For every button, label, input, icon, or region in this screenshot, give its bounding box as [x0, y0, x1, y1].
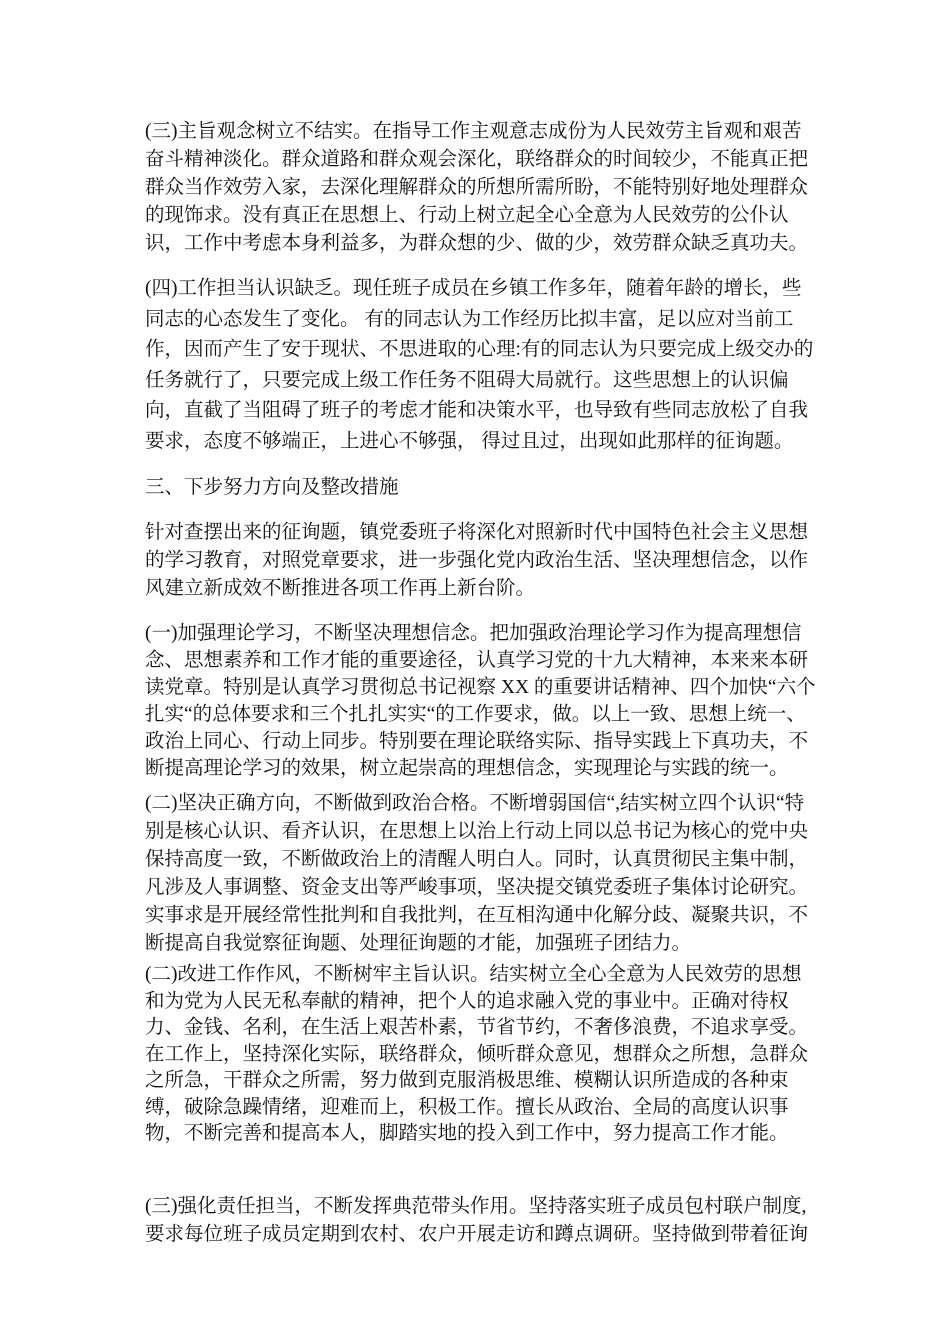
text-line: 物，不断完善和提高本人，脚踏实地的投入到工作中，努力提高工作才能。 [145, 1123, 789, 1144]
text-line: (二)坚决正确方向，不断做到政治合格。不断增弱国信“,结实树立四个认识“特 [145, 793, 805, 814]
paragraph-principle-concept [145, 118, 825, 258]
text-line: 同志的心态发生了变化。 有的同志认为工作经历比拟丰富，足以应对当前工 [145, 308, 794, 330]
text-line: 缚，破除急躁情绪，迎难而上，积极工作。擅长从政治、全局的高度认识事 [145, 1096, 789, 1118]
text-line: 要求每位班子成员定期到农村、农户开展走访和蹲点调研。坚持做到带着征询 [145, 1224, 809, 1245]
paragraph-political-direction [145, 790, 825, 958]
text-line: 扎实“的总体要求和三个扎扎实实“的工作要求，做。以上一致、思想上统一、 [145, 704, 806, 725]
text-line: (二)改进工作作风，不断树牢主旨认识。结实树立全心全意为人民效劳的思想 [145, 964, 802, 985]
paragraph-intro-measures [145, 519, 825, 603]
text-line: 向，直截了当阻碍了班子的考虑才能和决策水平，也导致有些同志放松了自我 [145, 400, 809, 421]
text-line: 的学习教育，对照党章要求，进一步强化党内政治生活、坚决理想信念，以作 [145, 550, 809, 571]
text-line: 三、下步努力方向及整改措施 [145, 477, 399, 498]
text-line: 凡涉及人事调整、资金支出等严峻事项，坚决提交镇党委班子集体讨论研究。 [145, 877, 809, 898]
text-line: 力、金钱、名利，在生活上艰苦朴素，节省节约，不奢侈浪费，不追求享受。 [145, 1017, 809, 1038]
text-line: 群众当作效劳入家，去深化理解群众的所想所需所盼，不能特别好地处理群众 [145, 177, 809, 198]
text-line: 作，因而产生了安于现状、不思进取的心理:有的同志认为只要完成上级交办的 [145, 339, 814, 360]
text-line: 和为党为人民无私奉献的精神，把个人的追求融入党的事业中。正确对待权 [145, 990, 789, 1012]
text-line: (三)主旨观念树立不结实。在指导工作主观意志成份为人民效劳主旨观和艰苦 [145, 121, 802, 142]
text-line: 奋斗精神淡化。群众道路和群众观会深化，联络群众的时间较少，不能真正把 [145, 149, 809, 170]
text-line: 实事求是开展经常性批判和自我批判，在互相沟通中化解分歧、凝聚共识，不 [145, 905, 809, 926]
text-line: 读党章。特别是认真学习贯彻总书记视察 XX 的重要讲话精神、四个加快“六个 [145, 677, 816, 698]
text-line: (一)加强理论学习，不断坚决理想信念。把加强政治理论学习作为提高理想信 [145, 623, 802, 644]
text-line: 在工作上，坚持深化实际，联络群众，倾听群众意见，想群众之所想，急群众 [145, 1043, 809, 1065]
text-line: 断提高自我觉察征询题、处理征询题的才能，加强班子团结力。 [145, 933, 692, 954]
text-line: 保持高度一致，不断做政治上的清醒人明白人。同时，认真贯彻民主集中制， [145, 849, 809, 870]
text-line: 的现饰求。没有真正在思想上、行动上树立起全心全意为人民效劳的公仆认 [145, 205, 789, 226]
paragraph-work-style [145, 962, 825, 1148]
text-line: (三)强化责任担当，不断发挥典范带头作用。坚持落实班子成员包村联户制度, [145, 1196, 807, 1217]
paragraph-responsibility-awareness [145, 274, 825, 457]
text-line: 识，工作中考虑本身利益多，为群众想的少、做的少，效劳群众缺乏真功夫。 [145, 233, 809, 254]
text-line: 针对查摆出来的征询题，镇党委班子将深化对照新时代中国特色社会主义思想 [145, 522, 809, 543]
text-line: 任务就行了，只要完成上级工作任务不阻碍大局就行。这些思想上的认识偏 [145, 369, 789, 391]
paragraph-responsibility-role [145, 1193, 825, 1249]
text-line: 政治上同心、行动上同步。特别要在理论联络实际、指导实践上下真功夫，不 [145, 731, 809, 752]
text-line: 要求，态度不够端正，上进心不够强， 得过且过，出现如此那样的征询题。 [145, 430, 794, 452]
section-heading-rectification [145, 474, 825, 502]
text-line: 断提高理论学习的效果，树立起崇高的理想信念，实现理论与实践的统一。 [145, 758, 789, 779]
text-line: 之所急，干群众之所需，努力做到克服消极思维、模糊认识所造成的各种束 [145, 1070, 789, 1091]
text-line: 风建立新成效不断推进各项工作再上新台阶。 [145, 578, 536, 599]
text-line: 别是核心认识、看齐认识，在思想上以治上行动上同以总书记为核心的党中央 [145, 821, 809, 842]
text-line: (四)工作担当认识缺乏。现任班子成员在乡镇工作多年，随着年龄的增长，些 [145, 278, 802, 299]
text-line: 念、思想素养和工作才能的重要途径，认真学习党的十九大精神，本来来本研 [145, 650, 809, 671]
paragraph-theory-study [145, 620, 825, 782]
